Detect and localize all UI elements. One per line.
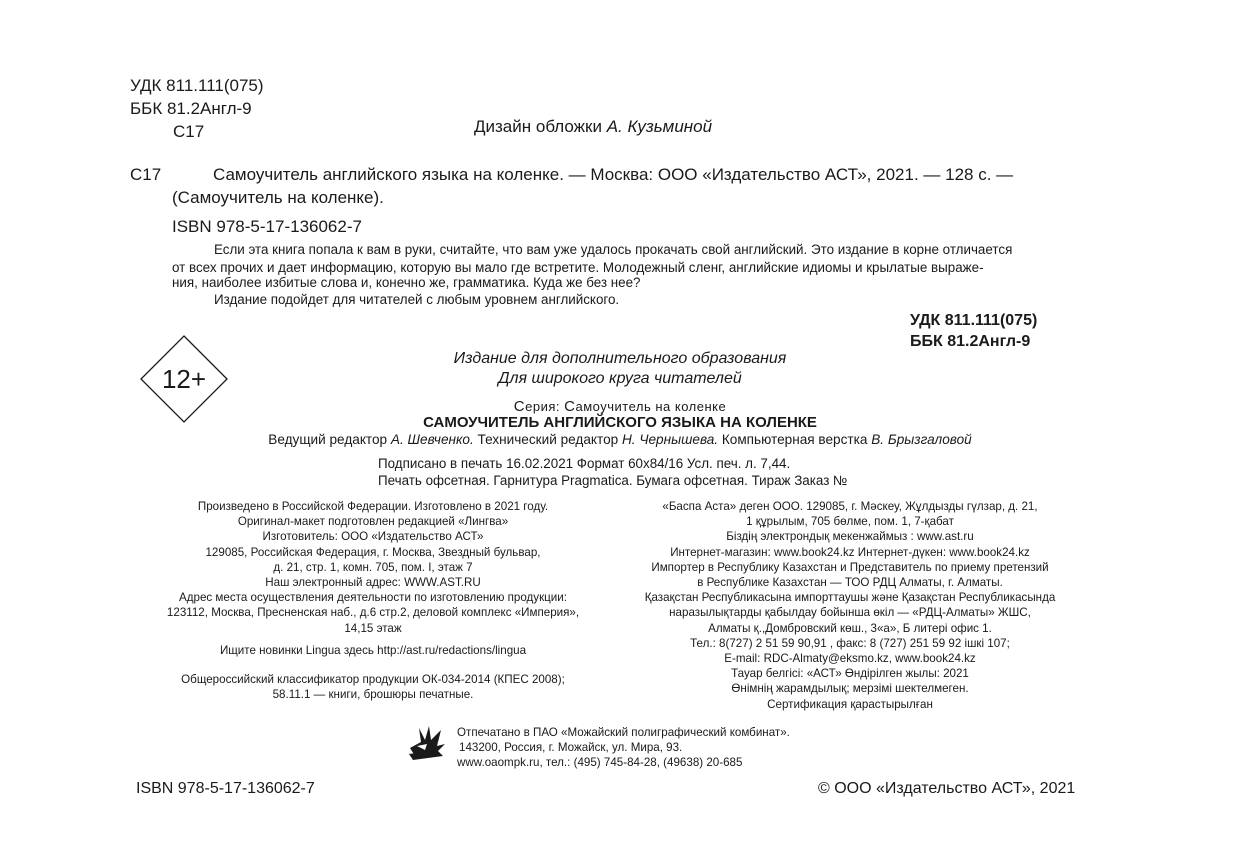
printer-info: Отпечатано в ПАО «Можайский полиграфический комбинат». 143200, Россия, г. Можайск, ул. Мира, 93. www.oaompk.ru, тел.: (495) 745-84-28, (49638) 20-685: [457, 726, 790, 770]
cover-designer-name: А. Кузьминой: [606, 117, 713, 136]
citation-line-2: (Самоучитель на коленке).: [172, 188, 384, 207]
header-udk: УДК 811.111(075): [130, 76, 264, 95]
footer-copyright: © ООО «Издательство АСТ», 2021: [818, 780, 1076, 797]
novelties-link: Ищите новинки Lingua здесь http://ast.ru/redactions/lingua: [219, 644, 527, 657]
annotation-line-3: ния, наиболее избитые слова и, конечно же, грамматика. Куда же без нее?: [172, 275, 641, 290]
imprint-left: Произведено в Российской Федерации. Изготовлено в 2021 году. Оригинал-макет подготовлен редакцией «Лингва» Изготовитель: ООО «Издательство АСТ» 129085, Российская Федерация, г. Москва, Звездный бульвар, д. 21, стр. 1, комн. 705, пом. I, этаж 7 Наш электронный адрес: WWW.AST.RU Адрес места осуществления деятельности по изготовлению продукции: 123112, Москва, Пресненская наб., д.6 стр.2, деловой комплекс «Империя», 14,15 этаж: [166, 500, 580, 635]
annotation-line-2: от всех прочих и дает информацию, которую вы мало где встретите. Молодежный сленг, английские идиомы и крылатые выраже-: [172, 260, 984, 275]
print-info-line-1: Подписано в печать 16.02.2021 Формат 60x84/16 Усл. печ. л. 7,44.: [378, 456, 791, 471]
edition-audience: Для широкого круга читателей: [498, 370, 742, 387]
cover-design-credit: [474, 117, 712, 137]
series-line: Серия: Самоучитель на коленке: [513, 398, 727, 415]
print-info-line-2: Печать офсетная. Гарнитура Pragmatica. Бумага офсетная. Тираж Заказ №: [378, 473, 848, 488]
age-rating-badge: [140, 335, 228, 423]
annotation-line-1: Если эта книга попала к вам в руки, считайте, что вам уже удалось прокачать свой английский. Это издание в корне отличается: [214, 242, 1013, 257]
imprint-right: «Баспа Аста» деген ООО. 129085, г. Мәскеу, Жұлдызды гүлзар, д. 21, 1 құрылым, 705 бөлме, пом. 1, 7-қабат Біздің электрондық мекенжаймыз : www.ast.ru Интернет-магазин: www.book24.kz Интернет-дүкен: www.book24.kz Импортер в Республику Казахстан и Представитель по приему претензий в Республике Казахстан — ТОО РДЦ Алматы, г. Алматы. Қазақстан Республикасына импорттаушы және Қазақстан Республикасында наразылықтарды қабылдау бойынша өкіл — «РДЦ-Алматы» ЖШС, Алматы қ.,Домбровский көш., 3«а», Б литері офис 1. Тел.: 8(727) 2 51 59 90,91 , факс: 8 (727) 251 59 92 ішкі 107; E-mail: RDC-Almaty@eksmo.kz, www.book24.kz Тауар белгісі: «АСТ» Өндірілген жылы: 2021 Өнімнің жарамдылық; мерзімі шектелмеген. Сертификация қарастырылған: [644, 500, 1056, 711]
age-rating-text: 12+: [161, 364, 207, 394]
book-title: САМОУЧИТЕЛЬ АНГЛИЙСКОГО ЯЗЫКА НА КОЛЕНКЕ: [423, 414, 817, 431]
classifier-info: Общероссийский классификатор продукции ОК-034-2014 (КПЕС 2008); 58.11.1 — книги, брошюры печатные.: [181, 673, 565, 702]
printer-logo-icon: [407, 722, 447, 762]
credits-line: Ведущий редактор А. Шевченко. Технический редактор Н. Чернышева. Компьютерная верстка В. Брызгаловой: [268, 432, 972, 447]
edition-purpose: Издание для дополнительного образования: [453, 350, 787, 367]
header-bbk: ББК 81.2Англ-9: [130, 99, 252, 118]
citation-isbn: ISBN 978-5-17-136062-7: [172, 217, 362, 236]
citation-line-1: Самоучитель английского языка на коленке. — Москва: ООО «Издательство АСТ», 2021. — 128 с. —: [213, 165, 1014, 184]
cover-design-label: Дизайн обложки: [474, 117, 602, 136]
classification-udk: УДК 811.111(075): [910, 312, 1038, 329]
classification-bbk: ББК 81.2Англ-9: [910, 333, 1031, 350]
footer-isbn: ISBN 978-5-17-136062-7: [136, 780, 315, 797]
annotation-line-4: Издание подойдет для читателей с любым уровнем английского.: [214, 292, 620, 307]
header-author-mark: С17: [173, 122, 205, 141]
citation-mark: С17: [130, 165, 162, 184]
